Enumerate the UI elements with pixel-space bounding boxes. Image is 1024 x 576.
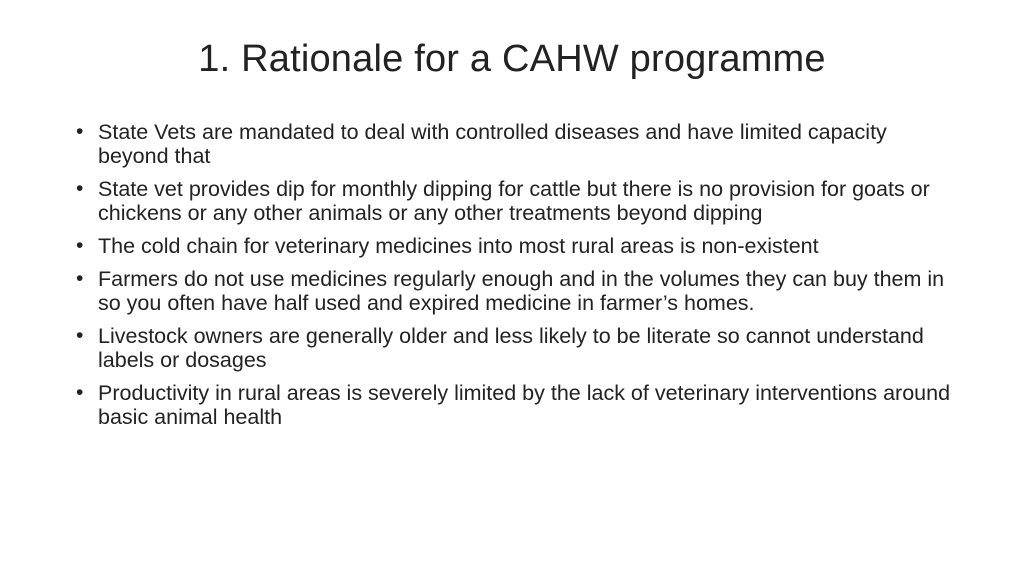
bullet-item — [74, 381, 954, 429]
bullet-text: Productivity in rural areas is severely limited by the lack of veterinary interventions around basic animal health — [98, 381, 951, 429]
bullet-item — [74, 324, 954, 372]
bullet-text: Livestock owners are generally older and less likely to be literate so cannot understand labels or dosages — [98, 324, 924, 372]
bullet-dot-icon: • — [76, 381, 84, 404]
bullet-dot-icon: • — [76, 120, 84, 143]
bullet-item — [74, 234, 954, 258]
bullet-dot-icon: • — [76, 324, 84, 347]
bullet-text: State Vets are mandated to deal with controlled diseases and have limited capacity beyond that — [98, 120, 887, 168]
bullet-item — [74, 120, 954, 168]
bullet-item — [74, 177, 954, 225]
bullet-item — [74, 267, 954, 315]
bullet-dot-icon: • — [76, 177, 84, 200]
bullet-text: State vet provides dip for monthly dipping for cattle but there is no provision for goats or chickens or any other animals or any other treatments beyond dipping — [98, 177, 930, 225]
slide-title: 1. Rationale for a CAHW programme — [198, 38, 826, 80]
bullet-dot-icon: • — [76, 234, 84, 257]
bullet-list — [74, 120, 954, 438]
bullet-text: Farmers do not use medicines regularly enough and in the volumes they can buy them in so you often have half used and expired medicine in farmer’s homes. — [98, 267, 945, 315]
bullet-dot-icon: • — [76, 267, 84, 290]
bullet-text: The cold chain for veterinary medicines into most rural areas is non-existent — [98, 234, 819, 258]
